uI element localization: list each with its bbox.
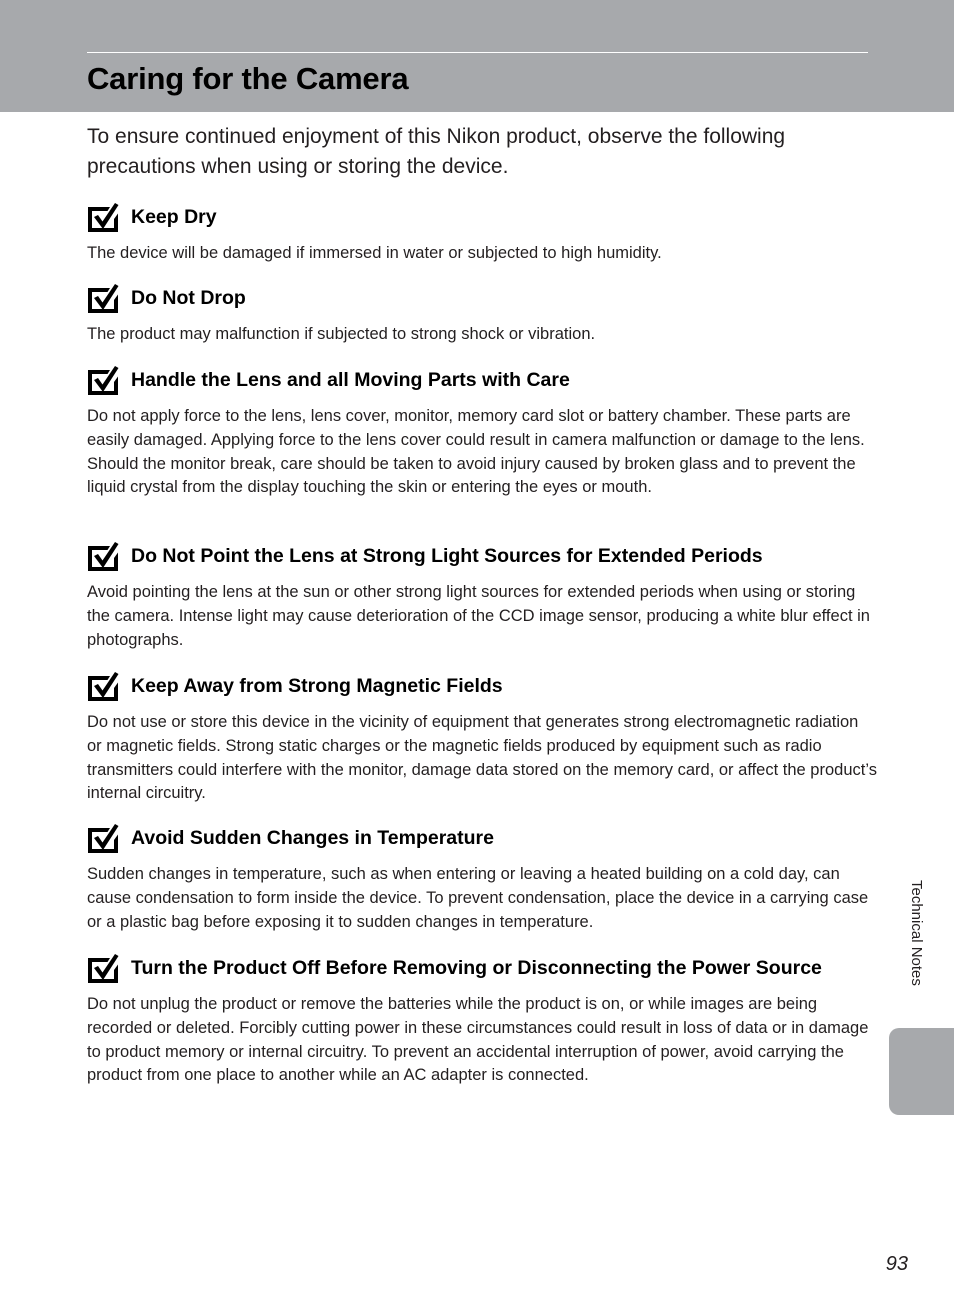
section-heading [87, 363, 877, 397]
checkmark-box-icon [87, 823, 119, 854]
section-strong-light [87, 539, 877, 652]
section-title: Handle the Lens and all Moving Parts with Care [131, 369, 570, 391]
section-handle-lens [87, 363, 877, 500]
section-title: Avoid Sudden Changes in Temperature [131, 827, 494, 849]
section-body: The product may malfunction if subjected to strong shock or vibration. [87, 325, 596, 343]
section-keep-dry [87, 200, 877, 266]
section-title: Do Not Point the Lens at Strong Light Sources for Extended Periods [131, 545, 763, 567]
section-do-not-drop [87, 281, 877, 347]
side-tab[interactable] [889, 1028, 954, 1115]
section-heading [87, 539, 877, 573]
checkmark-box-icon [87, 671, 119, 702]
section-heading [87, 281, 877, 315]
checkmark-box-icon [87, 202, 119, 233]
section-body: Do not unplug the product or remove the batteries while the product is on, or while images are being recorded or deleted. Forcibly cutting power in these circumstances could result in loss of data or in damage to product memory or internal circuitry. To prevent an accidental interruption of power, avoid carrying the product from one place to another while an AC adapter is connected. [87, 995, 869, 1085]
section-heading [87, 200, 877, 234]
section-body: Do not use or store this device in the vicinity of equipment that generates strong electromagnetic radiation or magnetic fields. Strong static charges or the magnetic fields produced by equipment such as radio transmitters could interfere with the monitor, damage data stored on the memory card, or affect the product’s internal circuitry. [87, 713, 877, 803]
section-power-source [87, 951, 877, 1088]
section-title: Do Not Drop [131, 287, 246, 309]
checkmark-box-icon [87, 365, 119, 396]
page-title: Caring for the Camera [87, 61, 409, 96]
section-title: Keep Dry [131, 206, 217, 228]
checkmark-box-icon [87, 283, 119, 314]
section-temperature [87, 821, 877, 934]
header-rule [87, 52, 868, 53]
page-number: 93 [885, 1253, 908, 1275]
checkmark-box-icon [87, 541, 119, 572]
section-body: The device will be damaged if immersed in water or subjected to high humidity. [87, 244, 662, 262]
side-label: Technical Notes [908, 880, 925, 986]
checkmark-box-icon [87, 953, 119, 984]
section-body: Do not apply force to the lens, lens cover, monitor, memory card slot or battery chamber. These parts are easily damaged. Applying force to the lens cover could result in camera malfunction or damage to the lens. Should the monitor break, care should be taken to avoid injury caused by broken glass and to prevent the liquid crystal from the display touching the skin or entering the eyes or mouth. [87, 407, 865, 497]
section-magnetic-fields [87, 669, 877, 806]
section-title: Turn the Product Off Before Removing or Disconnecting the Power Source [131, 957, 822, 979]
section-body: Avoid pointing the lens at the sun or other strong light sources for extended periods when using or storing the camera. Intense light may cause deterioration of the CCD image sensor, producing a white blur effect in photographs. [87, 583, 870, 649]
section-title: Keep Away from Strong Magnetic Fields [131, 675, 503, 697]
section-heading [87, 669, 877, 703]
section-body: Sudden changes in temperature, such as when entering or leaving a heated building on a cold day, can cause condensation to form inside the device. To prevent condensation, place the device in a carrying case or a plastic bag before exposing it to sudden changes in temperature. [87, 865, 869, 931]
section-heading [87, 821, 877, 855]
intro-paragraph: To ensure continued enjoyment of this Nikon product, observe the following precautions when using or storing the device. [87, 125, 786, 178]
section-heading [87, 951, 877, 985]
